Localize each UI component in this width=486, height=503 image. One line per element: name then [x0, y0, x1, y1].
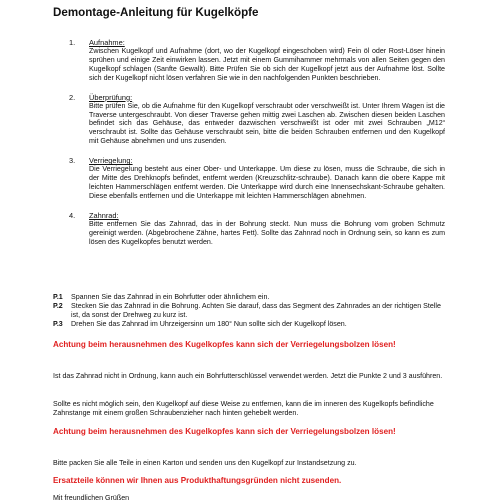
step-item [69, 38, 445, 83]
point-text: Stecken Sie das Zahnrad in die Bohrung. Achten Sie darauf, dass das Segment des Zahnrades an der richtigen Stelle ist, da sonst der Drehweg zu kurz ist. [71, 301, 441, 319]
step-text: Zwischen Kugelkopf und Aufnahme (dort, wo der Kugelkopf eingeschoben wird) Fein öl oder Rost-Löser hinein sprühen und einige Zeit einwirken lassen. Jetzt mit einem Gummihammer mehrmals von allen Seiten gegen den Kugelkopf schlagen (Sanfte Gewallt). Bitte Prüfen Sie ob sich der Kugelkopf jetzt aus der Aufnahme löst. Sollte sich der Kugelkopf nicht lösen verfahren Sie wie in den nachfolgenden Punkten beschrieben. [89, 47, 445, 82]
point-text: Drehen Sie das Zahnrad im Uhrzeigersinn um 180° Nun sollte sich der Kugelkopf lösen. [71, 319, 347, 328]
point-text: Spannen Sie das Zahnrad in ein Bohrfutter oder ähnlichem ein. [71, 293, 270, 301]
paragraph: Bitte packen Sie alle Teile in einen Karton und senden uns den Kugelkopf zur Instandsetzung zu. [53, 459, 357, 467]
point-item [53, 320, 445, 329]
point-label: P.3 [53, 319, 63, 328]
step-number: 3. [69, 156, 76, 166]
final-warning: Ersatzteile können wir Ihnen aus Produkthaftungsgründen nicht zusenden. [53, 476, 342, 485]
warning-text: Achtung beim herausnehmen des Kugelkopfes kann sich der Verriegelungsbolzen lösen! [53, 340, 396, 349]
step-text: Die Verriegelung besteht aus einer Ober- und Unterkappe. Um diese zu lösen, muss die Schraube, die sich in der Mitte des Drehknopfs befindet, entfernt werden (Kreuzschlitz-schraube). Danach kann die obere Kappe mit leichten Hammerschlägen entfernt werden. Die Unterkappe wird durch eine Innensechskant-Schraube gehalten. Diese ebenfalls entfernen und die Unterkappe mit leichten Hammerschlägen abnehmen. [89, 165, 445, 200]
step-text: Bitte prüfen Sie, ob die Aufnahme für den Kugelkopf verschraubt oder verschweißt ist. Unter Ihrem Wagen ist die Traverse untergeschraubt. Von dieser Traverse gehen mittig zwei Laschen ab. Zwischen diesen beiden Laschen befindet sich das Gehäuse, das entweder dazwischen verschweißt ist oder mit zwei Schrauben „M12“ verschraubt ist. Sollte das Gehäuse verschraubt sein, bitte die beiden Schrauben entfernen und den Kugelkopf mit Gehäuse abnehmen und uns zusenden. [89, 101, 445, 146]
point-item [53, 293, 445, 302]
point-label: P.2 [53, 301, 63, 310]
step-heading: Verriegelung: [89, 156, 133, 166]
step-item [69, 93, 445, 147]
step-heading: Überprüfung: [89, 92, 133, 102]
step-item [69, 156, 445, 201]
closing-line: Mit freundlichen Grüßen [53, 494, 130, 502]
step-heading: Aufnahme: [89, 38, 125, 47]
page-title: Demontage-Anleitung für Kugelköpfe [53, 6, 259, 19]
step-heading: Zahnrad: [89, 210, 119, 220]
point-label: P.1 [53, 293, 63, 301]
step-number: 2. [69, 92, 76, 102]
step-item [69, 211, 445, 247]
step-text: Bitte entfernen Sie das Zahnrad, das in der Bohrung steckt. Nun muss die Bohrung vom groben Schmutz gereinigt werden. (Abgebrochene Zähne, hartes Fett). Sollte das Zahnrad noch in Ordnung sein, so kann es zum lösen des Kugelkopfes benutzt werden. [89, 219, 445, 246]
step-number: 4. [69, 210, 76, 220]
warning-text: Achtung beim herausnehmen des Kugelkopfes kann sich der Verriegelungsbolzen lösen! [53, 427, 396, 436]
point-list [53, 293, 445, 329]
paragraph: Sollte es nicht möglich sein, den Kugelkopf auf diese Weise zu entfernen, kann die im inneren des Kugelkopfs befindliche Zahnstange mit einem großen Schraubenzieher nach hinten gehebelt werden. [53, 400, 434, 417]
paragraph: Ist das Zahnrad nicht in Ordnung, kann auch ein Bohrfutterschlüssel verwendet werden. Jetzt die Punkte 2 und 3 ausführen. [53, 372, 443, 380]
step-number: 1. [69, 38, 76, 47]
point-item [53, 302, 445, 320]
step-list [69, 38, 445, 257]
